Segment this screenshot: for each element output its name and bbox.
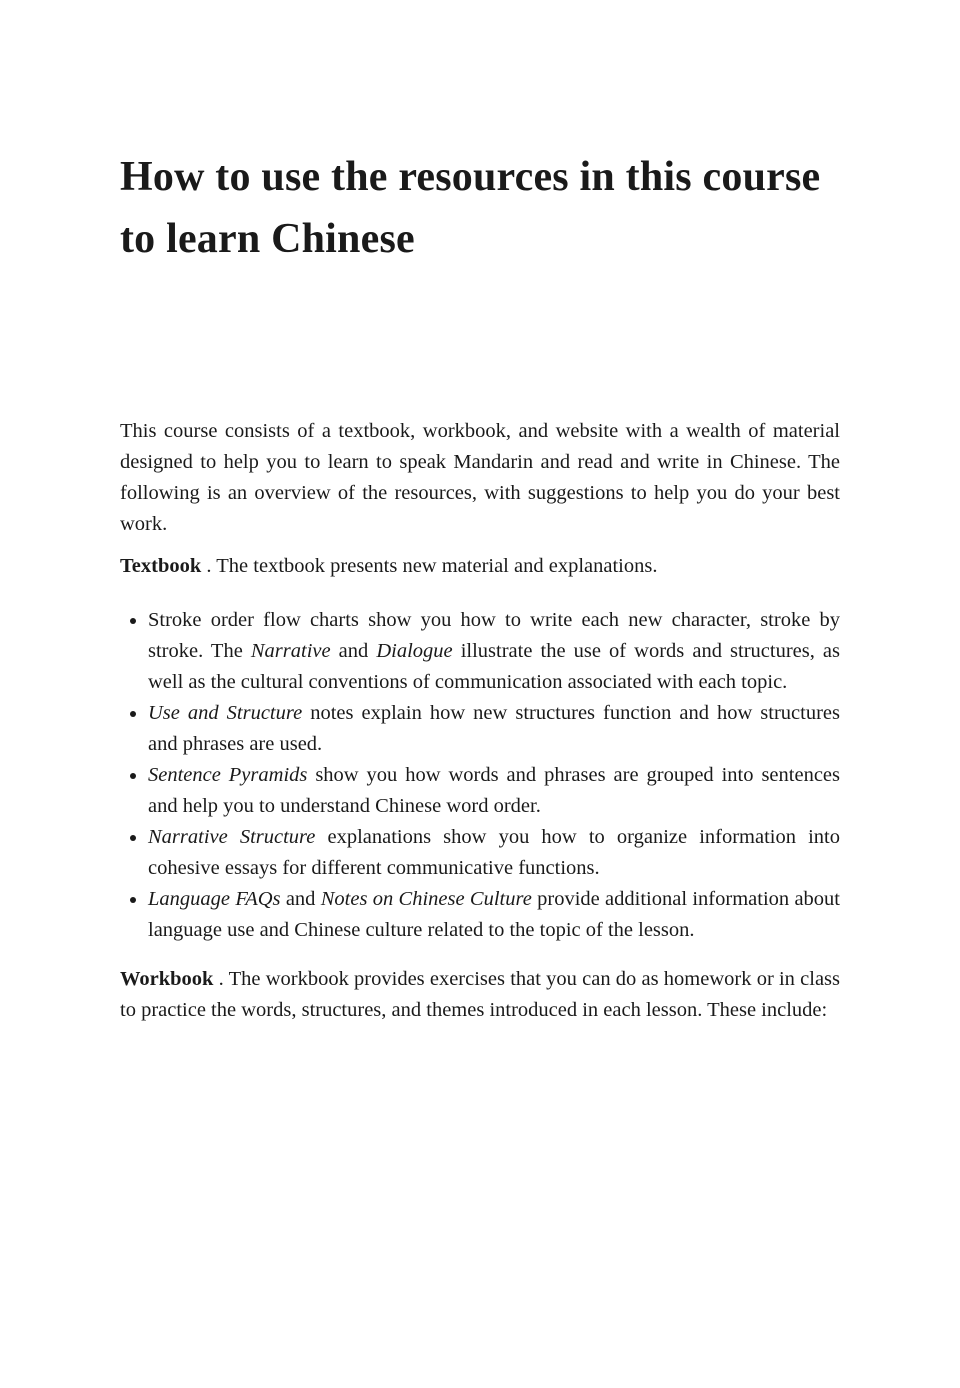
text-run: Textbook (120, 555, 202, 577)
text-run: and (330, 640, 377, 662)
text-run: and (280, 888, 321, 910)
text-run: provide additional information about language use and Chinese culture related to the topic of the lesson. (148, 888, 840, 941)
list-item (148, 760, 840, 822)
page-title: How to use the resources in this course to learn Chinese (120, 154, 821, 262)
text-run: notes explain how new structures function and how structures and phrases are used. (148, 702, 841, 755)
text-run: Notes on Chinese Culture (320, 888, 532, 910)
list-item (148, 884, 840, 946)
text-run: Narrative (250, 640, 331, 662)
document-content (120, 146, 840, 1026)
text-run: Dialogue (376, 640, 453, 662)
intro-paragraph: This course consists of a textbook, workbook, and website with a wealth of material designed to help you to learn to speak Mandarin and read and write in Chinese. The following is an overview of the resources, with suggestions to help you do your best work. (120, 420, 840, 535)
document-page (0, 146, 960, 1388)
text-run: Sentence Pyramids (148, 764, 308, 786)
list-item (148, 822, 840, 884)
text-run: illustrate the use of words and structures, as well as the cultural conventions of communication associated with each topic. (148, 640, 840, 693)
text-run: . The workbook provides exercises that you can do as homework or in class to practice the words, structures, and themes introduced in each lesson. These include: (120, 968, 840, 1021)
text-run: Use and Structure (148, 702, 303, 724)
text-run: explanations show you how to organize information into cohesive essays for different communicative functions. (148, 826, 840, 879)
list-item (148, 698, 840, 760)
text-run: . The textbook presents new material and explanations. (201, 555, 658, 577)
text-run: show you how words and phrases are grouped into sentences and help you to understand Chinese word order. (148, 764, 840, 817)
textbook-bullet-list (120, 605, 840, 946)
text-run: Workbook (120, 968, 214, 990)
list-item (148, 605, 840, 698)
workbook-paragraph (120, 964, 840, 1026)
text-run: Narrative Structure (148, 826, 316, 848)
text-run: Stroke order flow charts show you how to write each new character, stroke by stroke. The (148, 609, 840, 662)
text-run: Language FAQs (148, 888, 281, 910)
textbook-paragraph (120, 551, 840, 582)
